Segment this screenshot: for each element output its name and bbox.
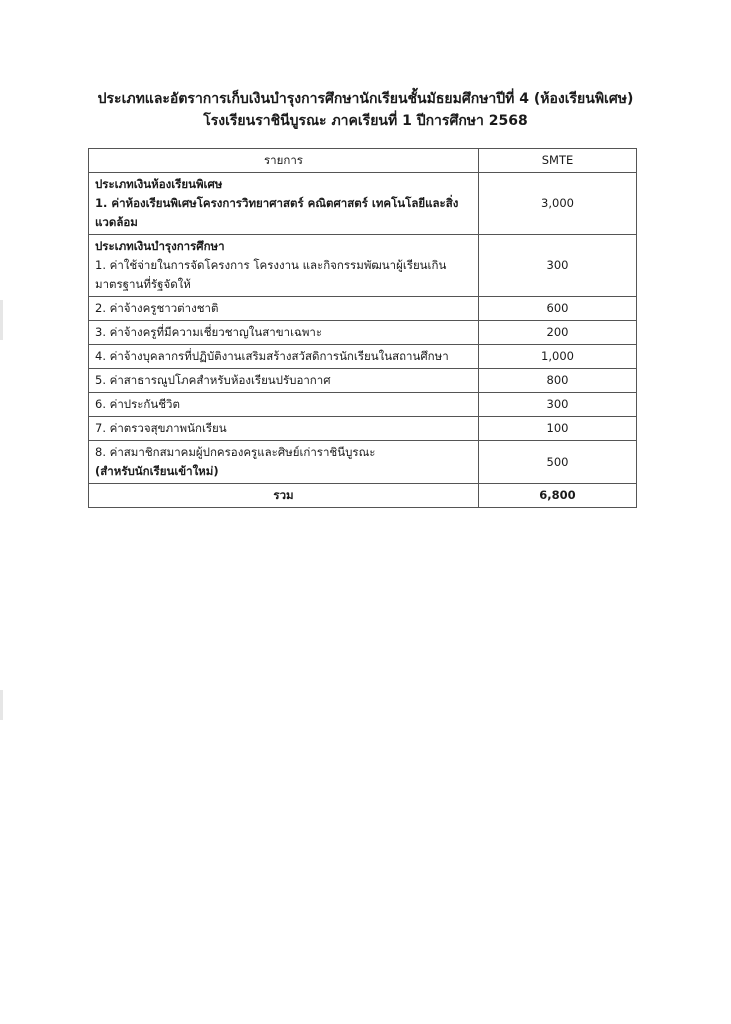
table-row [89, 173, 637, 235]
row-label: 4. ค่าจ้างบุคลากรที่ปฏิบัติงานเสริมสร้างสวัสดิการนักเรียนในสถานศึกษา [89, 345, 479, 369]
title-line-1: ประเภทและอัตราการเก็บเงินบำรุงการศึกษานักเรียนชั้นมัธยมศึกษาปีที่ 4 (ห้องเรียนพิเศษ) [97, 91, 634, 107]
row-label: 7. ค่าตรวจสุขภาพนักเรียน [89, 417, 479, 441]
row-amount: 200 [479, 321, 637, 345]
total-row [89, 484, 637, 508]
row-label: 2. ค่าจ้างครูชาวต่างชาติ [89, 297, 479, 321]
row8-note: (สำหรับนักเรียนเข้าใหม่) [95, 464, 219, 478]
table-row [89, 417, 637, 441]
group1-heading: ประเภทเงินห้องเรียนพิเศษ [95, 177, 223, 191]
table-row [89, 441, 637, 484]
row-amount: 1,000 [479, 345, 637, 369]
total-label: รวม [89, 484, 479, 508]
header-program: SMTE [479, 149, 637, 173]
table-row [89, 369, 637, 393]
table-row [89, 393, 637, 417]
group1-item1-amount: 3,000 [479, 173, 637, 235]
document-title [0, 88, 731, 132]
fee-table [88, 148, 637, 508]
total-amount: 6,800 [479, 484, 637, 508]
row-amount: 100 [479, 417, 637, 441]
table-row [89, 321, 637, 345]
row8-amount: 500 [479, 441, 637, 484]
row-label: 3. ค่าจ้างครูที่มีความเชี่ยวชาญในสาขาเฉพาะ [89, 321, 479, 345]
row-label: 5. ค่าสาธารณูปโภคสำหรับห้องเรียนปรับอากาศ [89, 369, 479, 393]
scan-edge-mark [0, 690, 3, 720]
row-amount: 300 [479, 393, 637, 417]
table-row [89, 345, 637, 369]
row-amount: 600 [479, 297, 637, 321]
row8-cell [89, 441, 479, 484]
row-amount: 800 [479, 369, 637, 393]
group2-item1-label: 1. ค่าใช้จ่ายในการจัดโครงการ โครงงาน และกิจกรรมพัฒนาผู้เรียนเกินมาตรฐานที่รัฐจัดให้ [95, 258, 447, 291]
table-row [89, 297, 637, 321]
group2-heading: ประเภทเงินบำรุงการศึกษา [95, 239, 225, 253]
title-line-2: โรงเรียนราชินีบูรณะ ภาคเรียนที่ 1 ปีการศึกษา 2568 [203, 113, 528, 129]
group1-cell [89, 173, 479, 235]
table-header-row [89, 149, 637, 173]
scan-edge-mark [0, 300, 3, 340]
group2-cell [89, 235, 479, 297]
group1-item1-label: 1. ค่าห้องเรียนพิเศษโครงการวิทยาศาสตร์ คณิตศาสตร์ เทคโนโลยีและสิ่งแวดล้อม [95, 196, 459, 229]
row-label: 6. ค่าประกันชีวิต [89, 393, 479, 417]
table-row [89, 235, 637, 297]
row8-label: 8. ค่าสมาชิกสมาคมผู้ปกครองครูและศิษย์เก่าราชินีบูรณะ [95, 445, 376, 459]
group2-item1-amount: 300 [479, 235, 637, 297]
header-item: รายการ [89, 149, 479, 173]
